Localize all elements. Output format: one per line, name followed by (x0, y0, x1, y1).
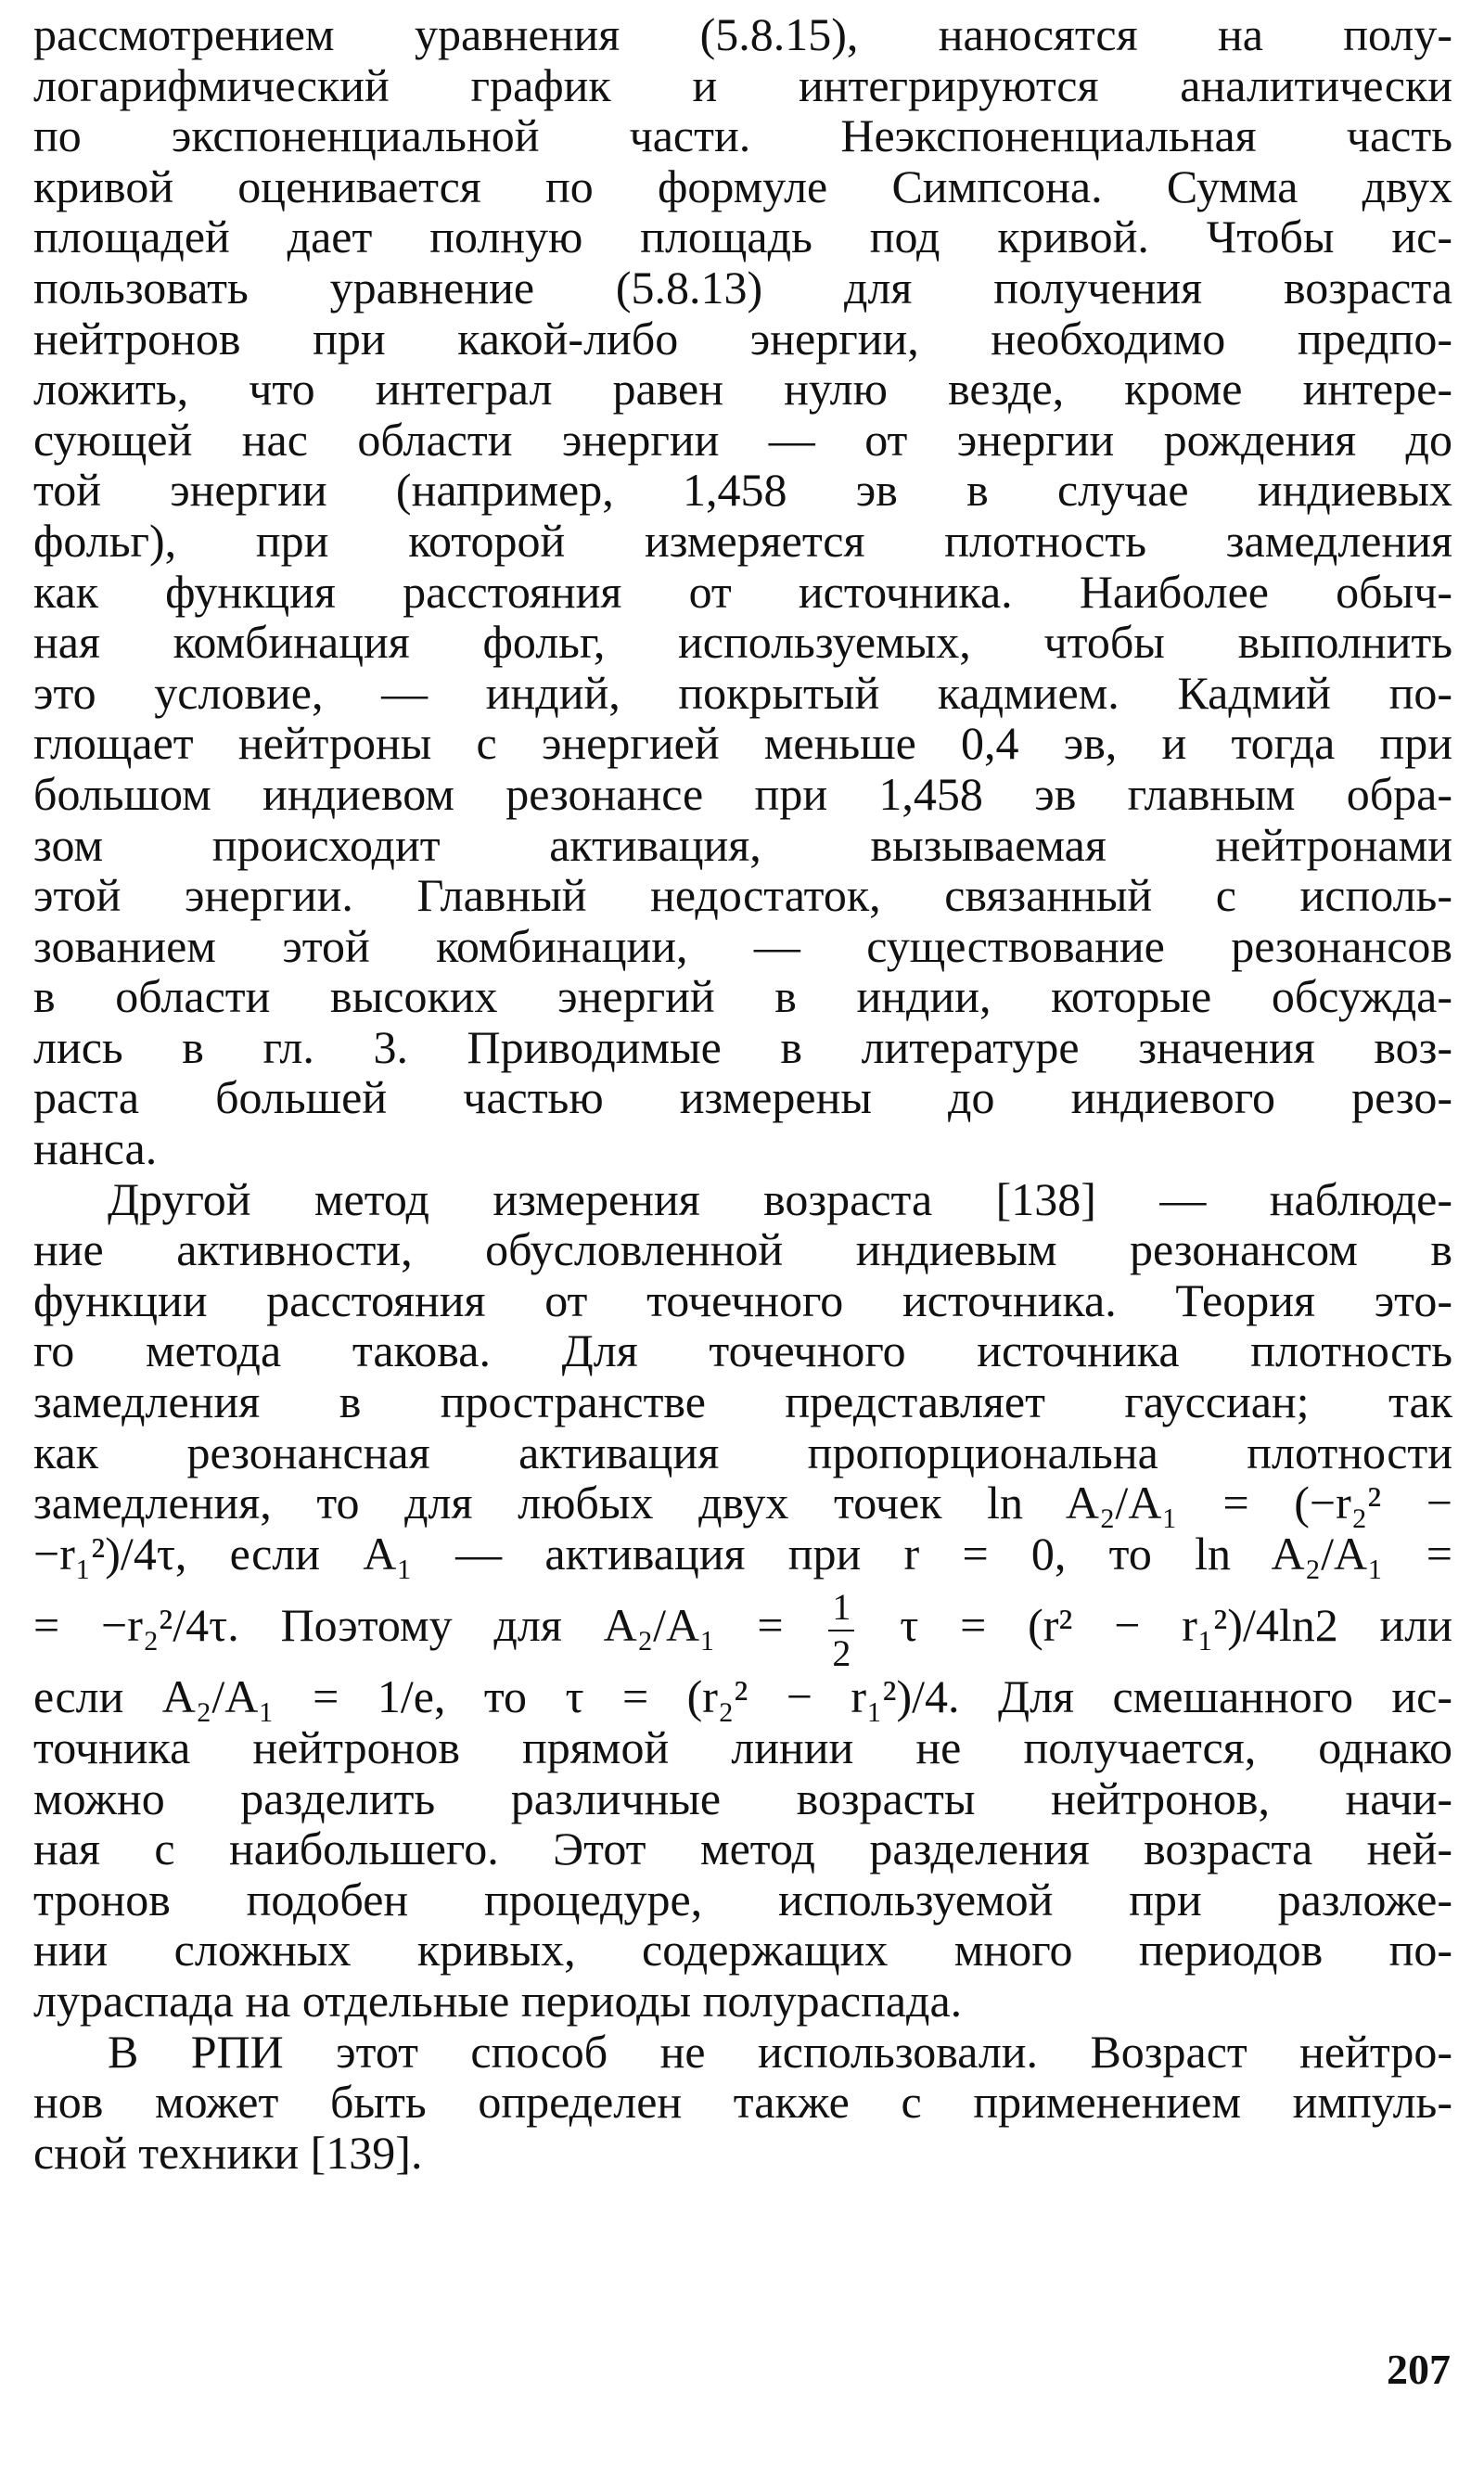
text-line: замедления в пространстве представляет гауссиан; так (33, 1375, 1452, 1428)
fraction (828, 1585, 854, 1674)
text-line: рассмотрением уравнения (5.8.15), наносятся на полу- (33, 8, 1452, 60)
text-line: Другой метод измерения возраста [138] — наблюде- (108, 1172, 1452, 1225)
text-line: зом происходит активация, вызываемая нейтронами (33, 818, 1452, 871)
text-line: площадей дает полную площадь под кривой. Чтобы ис- (33, 211, 1452, 263)
text-line: точника нейтронов прямой линии не получается, однако (33, 1721, 1452, 1773)
text-line: ная комбинация фольг, используемых, чтобы выполнить (33, 616, 1452, 669)
text-line: сной техники [139]. (33, 2126, 423, 2179)
formula-text-after: τ = (r² − r₁²)/4ln2 или (900, 1599, 1452, 1652)
text-line: нейтронов при какой-либо энергии, необходимо предпо- (33, 312, 1452, 365)
text-line: функции расстояния от точечного источника. Теория это- (33, 1273, 1452, 1326)
text-line: нии сложных кривых, содержащих много периодов по- (33, 1924, 1452, 1976)
text-line: ние активности, обусловленной индиевым резонансом в (33, 1223, 1452, 1276)
text-line: лись в гл. 3. Приводимые в литературе значения воз- (33, 1020, 1452, 1073)
text-line: можно разделить различные возрасты нейтронов, начи- (33, 1772, 1452, 1824)
text-line: как резонансная активация пропорциональна плотности (33, 1426, 1452, 1478)
text-line: лураспада на отдельные периоды полураспада. (33, 1974, 963, 2027)
text-line: большом индиевом резонансе при 1,458 эв главным обра- (33, 767, 1452, 820)
text-line: замедления, то для любых двух точек ln A₂/A₁ = (−r₂² − (33, 1477, 1452, 1529)
text-line: −r₁²)/4τ, если A₁ — активация при r = 0, то ln A₂/A₁ = (33, 1527, 1452, 1580)
text-line: по экспоненциальной части. Неэкспоненциальная часть (33, 109, 1452, 162)
text-line: тронов подобен процедуре, используемой при разложе- (33, 1873, 1452, 1925)
text-line: той энергии (например, 1,458 эв в случае индиевых (33, 464, 1452, 517)
text-line: это условие, — индий, покрытый кадмием. Кадмий по- (33, 666, 1452, 719)
text-line: этой энергии. Главный недостаток, связанный с исполь- (33, 869, 1452, 922)
page-number: 207 (1387, 2346, 1451, 2393)
text-line: кривой оценивается по формуле Симпсона. Сумма двух (33, 160, 1452, 212)
formula-text-before: = −r₂²/4τ. Поэтому для A₂/A₁ = (33, 1599, 784, 1652)
text-line: В РПИ этот способ не использовали. Возраст нейтро- (108, 2025, 1452, 2078)
formula-line (33, 1579, 1452, 1674)
text-line: глощает нейтроны с энергией меньше 0,4 эв, и тогда при (33, 717, 1452, 770)
text-line: сующей нас области энергии — от энергии рождения до (33, 413, 1452, 466)
text-line: пользовать уравнение (5.8.13) для получения возраста (33, 261, 1452, 313)
text-line: нов может быть определен также с применением импуль- (33, 2076, 1452, 2129)
text-line: раста большей частью измерены до индиевого резо- (33, 1071, 1452, 1124)
fraction-numerator: 1 (828, 1589, 854, 1631)
paragraph-1 (33, 9, 1452, 2178)
text-line: нанса. (33, 1122, 158, 1175)
text-line: зованием этой комбинации, — существование резонансов (33, 919, 1452, 972)
text-line: если A₂/A₁ = 1/e, то τ = (r₂² − r₁²)/4. Для смешанного ис- (33, 1670, 1452, 1723)
text-line: в области высоких энергий в индии, которые обсужда- (33, 970, 1452, 1023)
text-line: ложить, что интеграл равен нулю везде, кроме интере- (33, 363, 1452, 416)
text-line: как функция расстояния от источника. Наиболее обыч- (33, 565, 1452, 618)
text-line: ная с наибольшего. Этот метод разделения возраста ней- (33, 1823, 1452, 1875)
text-line: логарифмический график и интегрируются аналитически (33, 58, 1452, 111)
text-line: го метода такова. Для точечного источника плотность (33, 1324, 1452, 1377)
text-line: фольг), при которой измеряется плотность замедления (33, 514, 1452, 567)
fraction-denominator: 2 (832, 1631, 851, 1674)
